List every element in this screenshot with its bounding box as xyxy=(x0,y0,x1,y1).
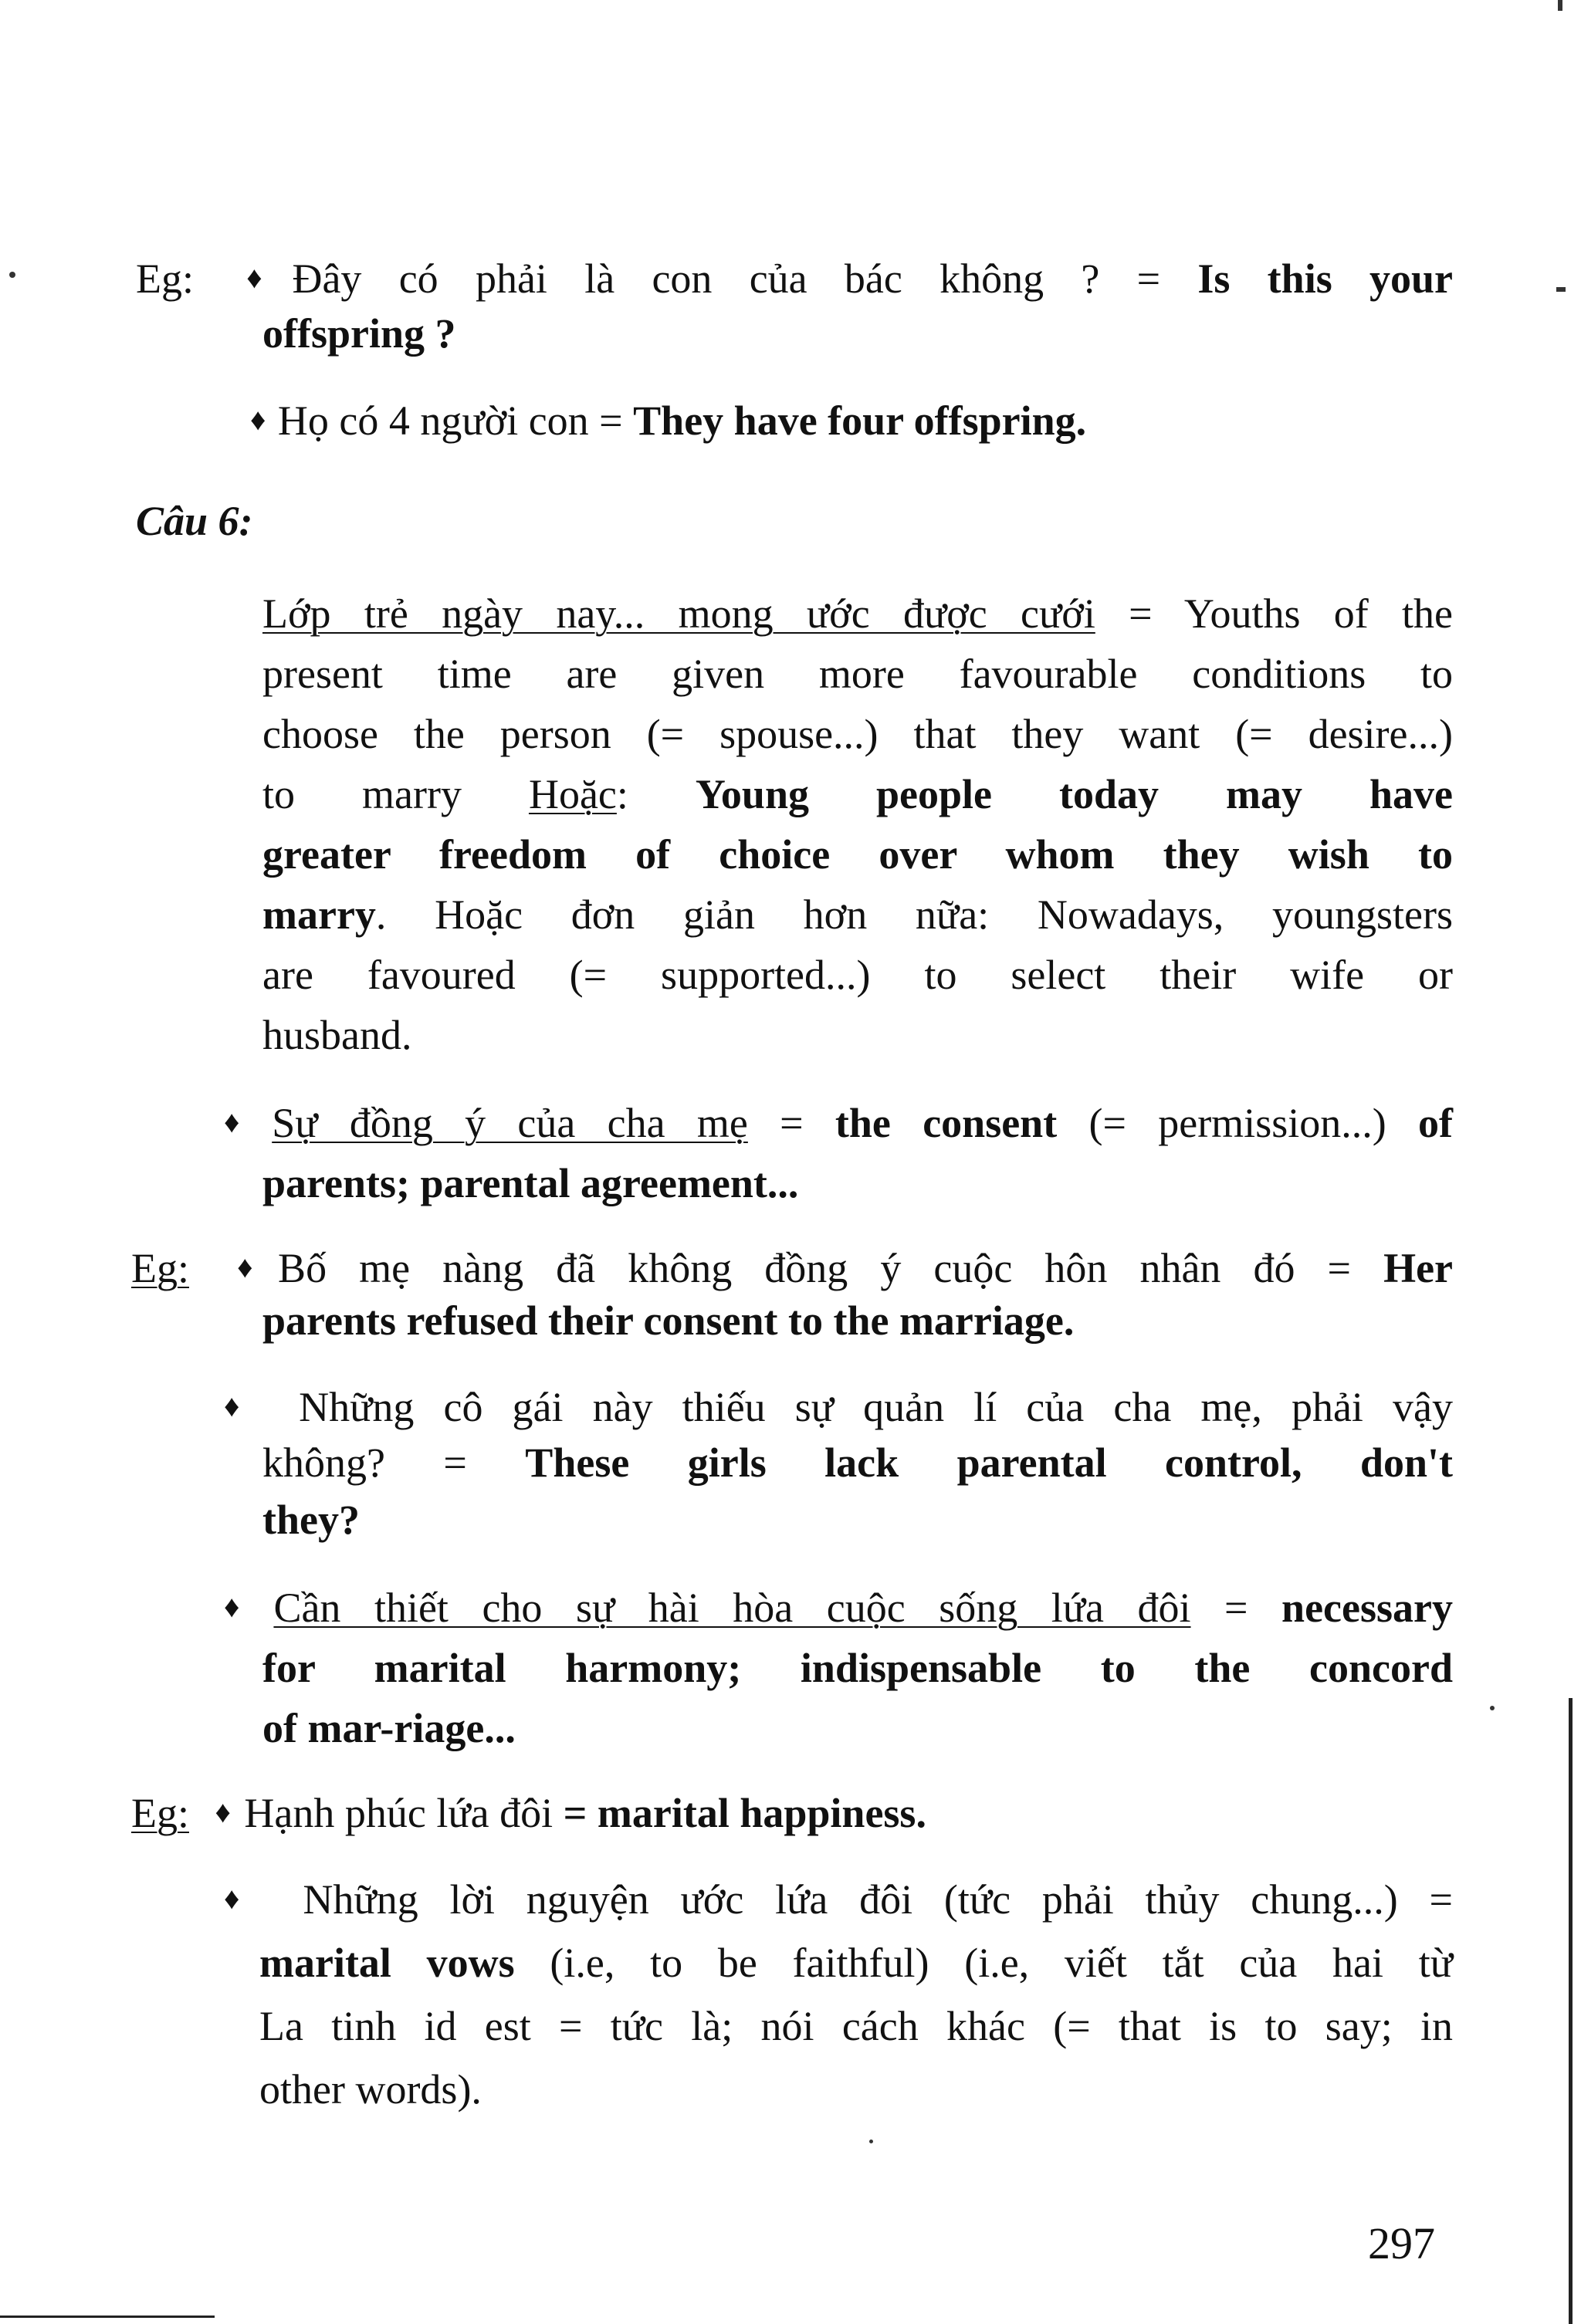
text-segment: (i.e, to be faithful) (i.e, viết tắt của hai từ xyxy=(514,1940,1453,1986)
underlined-segment: Sự đồng ý của cha mẹ xyxy=(272,1100,748,1146)
text-line xyxy=(259,2002,1453,2050)
text-segment: La tinh id est = tức là; nói cách khác (= that is to say; in xyxy=(259,2003,1453,2049)
text-line xyxy=(262,1704,516,1752)
text-line xyxy=(259,2065,482,2113)
bold-segment: of mar-riage... xyxy=(262,1705,516,1751)
bullet-icon: ♦ xyxy=(224,1589,263,1624)
text-line xyxy=(224,1383,1453,1435)
bold-segment: marital vows xyxy=(259,1940,515,1986)
text-line xyxy=(262,830,1453,878)
text-line xyxy=(224,1099,1453,1151)
text-segment: present time are given more favourable conditions to xyxy=(262,651,1453,697)
text-segment: = xyxy=(747,1100,835,1146)
text-line xyxy=(262,710,1453,758)
text-line xyxy=(262,770,1453,818)
scan-speck xyxy=(1556,287,1566,292)
text-line xyxy=(262,590,1453,638)
section-heading xyxy=(136,497,253,545)
text-line xyxy=(262,1439,1453,1487)
underlined-segment: Cần thiết cho sự hài hòa cuộc sống lứa đôi xyxy=(273,1585,1191,1631)
bullet-icon: ♦ xyxy=(224,1104,262,1139)
scan-speck xyxy=(9,272,15,278)
text-segment: Họ có 4 người con = xyxy=(267,397,634,444)
text-line xyxy=(259,1939,1453,1987)
text-line xyxy=(262,1159,798,1207)
text-line xyxy=(262,310,456,357)
bullet-icon: ♦ xyxy=(237,1250,276,1284)
text-segment: Đây có phải là con của bác không ? = xyxy=(292,255,1198,302)
bold-segment: greater freedom of choice over whom they wish to xyxy=(262,831,1453,878)
bold-segment: parents; parental agreement... xyxy=(262,1160,799,1206)
text-segment: = Youths of the xyxy=(1095,590,1453,637)
text-line xyxy=(131,1244,1453,1296)
page-number: 297 xyxy=(1368,2218,1435,2268)
bold-segment: parents refused their consent to the marriage. xyxy=(262,1297,1075,1344)
bold-segment: of xyxy=(1418,1100,1453,1146)
bold-segment: marry xyxy=(262,891,376,938)
eg-label: Eg: xyxy=(131,1790,189,1836)
edge-rule xyxy=(1569,1698,1573,2324)
bullet-icon: ♦ xyxy=(250,402,266,437)
bullet-icon: ♦ xyxy=(215,1795,231,1829)
text-line xyxy=(262,1644,1453,1692)
bold-segment: They have four offspring. xyxy=(633,397,1087,444)
text-line xyxy=(250,397,1086,448)
text-line xyxy=(262,1496,360,1544)
text-line xyxy=(262,650,1453,698)
text-segment: Hạnh phúc lứa đôi xyxy=(233,1790,564,1836)
text-segment: = xyxy=(1190,1585,1282,1631)
bullet-icon: ♦ xyxy=(224,1389,259,1423)
text-line xyxy=(224,1584,1453,1636)
text-segment: : xyxy=(616,771,696,817)
bullet-icon: ♦ xyxy=(224,1881,261,1916)
text-segment: không? = xyxy=(262,1439,526,1486)
text-line xyxy=(262,891,1453,939)
eg-label: Eg: xyxy=(136,255,194,302)
scan-speck xyxy=(869,2140,873,2143)
text-segment: husband. xyxy=(262,1012,412,1058)
text-segment: Những cô gái này thiếu sự quản lí của cha mẹ, phải vậy xyxy=(269,1384,1453,1430)
scan-speck xyxy=(1490,1706,1495,1710)
eg-label: Eg: xyxy=(131,1245,189,1291)
edge-rule xyxy=(0,2316,215,2318)
bold-segment: Young people today may have xyxy=(695,771,1453,817)
bold-segment: the consent xyxy=(835,1100,1058,1146)
bold-segment: = marital happiness. xyxy=(563,1790,926,1836)
text-line xyxy=(136,255,1453,306)
bullet-icon: ♦ xyxy=(246,260,289,295)
text-line xyxy=(262,951,1453,999)
text-line xyxy=(131,1789,926,1841)
heading-text: Câu 6: xyxy=(136,498,253,544)
text-segment: to marry xyxy=(262,771,529,817)
scan-speck xyxy=(1558,0,1562,11)
text-segment: other words). xyxy=(259,2066,482,2113)
underlined-segment: Hoặc xyxy=(528,771,617,817)
bold-segment: for marital harmony; indispensable to the concord xyxy=(262,1645,1453,1691)
text-line xyxy=(262,1297,1074,1345)
text-segment: (= permission...) xyxy=(1057,1100,1419,1146)
underlined-segment: Lớp trẻ ngày nay... mong ước được cưới xyxy=(262,590,1095,637)
bold-segment: Is this your xyxy=(1197,255,1453,302)
bold-segment: offspring ? xyxy=(262,310,456,357)
text-segment: choose the person (= spouse...) that they want (= desire...) xyxy=(262,711,1453,757)
text-line xyxy=(262,1011,411,1059)
text-line xyxy=(224,1876,1453,1927)
bold-segment: they? xyxy=(262,1497,360,1543)
text-segment: Bố mẹ nàng đã không đồng ý cuộc hôn nhân đó = xyxy=(278,1245,1384,1291)
text-segment: . Hoặc đơn giản hơn nữa: Nowadays, youngsters xyxy=(375,891,1453,938)
text-segment: Những lời nguyện ước lứa đôi (tức phải thủy chung...) = xyxy=(271,1876,1453,1923)
bold-segment: necessary xyxy=(1281,1585,1453,1631)
bold-segment: These girls lack parental control, don't xyxy=(525,1439,1454,1486)
bold-segment: Her xyxy=(1383,1245,1454,1291)
text-segment: are favoured (= supported...) to select their wife or xyxy=(262,952,1453,998)
